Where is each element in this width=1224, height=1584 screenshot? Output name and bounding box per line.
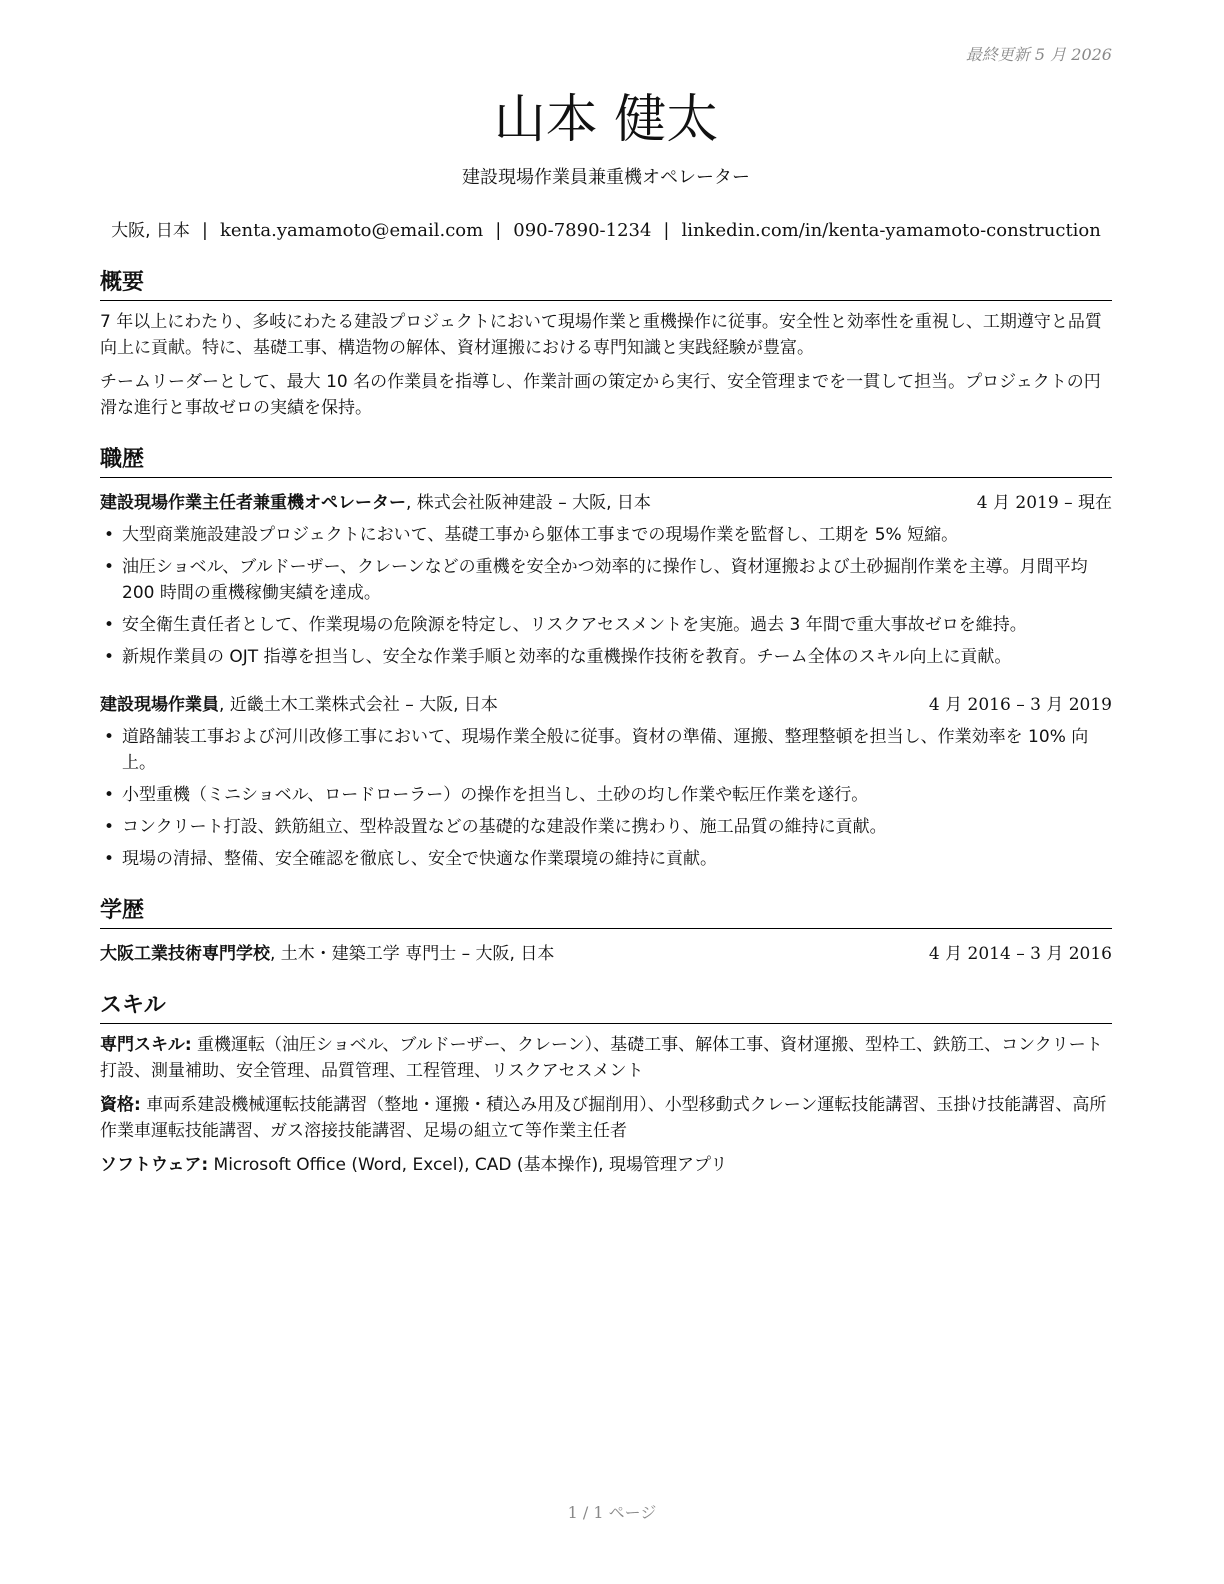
candidate-name: 山本 健太 <box>493 90 719 150</box>
list-item: • 油圧ショベル、ブルドーザー、クレーンなどの重機を安全かつ効率的に操作し、資材運搬および土砂掘削作業を主導。月間平均 200 時間の重機稼働実績を達成。 <box>100 554 1112 606</box>
job-header <box>100 692 1112 718</box>
skill-row <box>100 1152 1112 1178</box>
job-dates: 4 月 2019 – 現在 <box>976 493 1112 513</box>
list-item: • 新規作業員の OJT 指導を担当し、安全な作業手順と効率的な重機操作技術を教育。チーム全体のスキル向上に貢献。 <box>100 644 1112 670</box>
skill-label: 専門スキル: <box>100 1035 192 1055</box>
resume-page <box>100 40 1112 1178</box>
section-education-heading: 学歴 <box>100 896 1112 929</box>
job-org: , 近畿土木工業株式会社 – 大阪, 日本 <box>219 695 498 715</box>
contact-linkedin[interactable]: linkedin.com/in/kenta-yamamoto-construction <box>681 220 1101 241</box>
skill-text: Microsoft Office (Word, Excel), CAD (基本操作), 現場管理アプリ <box>208 1155 728 1175</box>
list-item: • 現場の清掃、整備、安全確認を徹底し、安全で快適な作業環境の維持に貢献。 <box>100 846 1112 872</box>
summary-paragraph: チームリーダーとして、最大 10 名の作業員を指導し、作業計画の策定から実行、安全管理までを一貫して担当。プロジェクトの円滑な進行と事故ゼロの実績を保持。 <box>100 372 1101 418</box>
job-bullets <box>100 522 1112 670</box>
contact-phone[interactable]: 090-7890-1234 <box>513 220 652 241</box>
page-footer: 1 / 1 ページ <box>567 1503 657 1522</box>
skill-row <box>100 1032 1112 1084</box>
section-skills-heading: スキル <box>100 991 1112 1024</box>
candidate-title: 建設現場作業員兼重機オペレーター <box>462 167 750 188</box>
education-dates: 4 月 2014 – 3 月 2016 <box>928 944 1112 964</box>
school-detail: , 土木・建築工学 専門士 – 大阪, 日本 <box>270 944 555 964</box>
list-item: • 道路舗装工事および河川改修工事において、現場作業全般に従事。資材の準備、運搬、整理整頓を担当し、作業効率を 10% 向上。 <box>100 724 1112 776</box>
job-role: 建設現場作業主任者兼重機オペレーター <box>100 493 406 513</box>
job-dates: 4 月 2016 – 3 月 2019 <box>928 695 1112 715</box>
section-experience-heading: 職歴 <box>100 445 1112 478</box>
contact-line: 大阪, 日本 | kenta.yamamoto@email.com | 090-7890-1234 | linkedin.com/in/kenta-yamamoto-construction <box>111 220 1101 241</box>
contact-location: 大阪, 日本 <box>111 221 190 241</box>
job-role: 建設現場作業員 <box>100 695 219 715</box>
school-name: 大阪工業技術専門学校 <box>100 944 270 964</box>
list-item: • コンクリート打設、鉄筋組立、型枠設置などの基礎的な建設作業に携わり、施工品質の維持に貢献。 <box>100 814 1112 840</box>
summary-paragraph: 7 年以上にわたり、多岐にわたる建設プロジェクトにおいて現場作業と重機操作に従事。安全性と効率性を重視し、工期遵守と品質向上に貢献。特に、基礎工事、構造物の解体、資材運搬における専門知識と実践経験が豊富。 <box>100 312 1102 358</box>
education-row <box>100 941 1112 967</box>
job-bullets <box>100 724 1112 872</box>
section-summary-heading: 概要 <box>100 268 1112 301</box>
skill-text: 重機運転（油圧ショベル、ブルドーザー、クレーン）、基礎工事、解体工事、資材運搬、型枠工、鉄筋工、コンクリート打設、測量補助、安全管理、品質管理、工程管理、リスクアセスメント <box>100 1035 1103 1081</box>
list-item: • 安全衛生責任者として、作業現場の危険源を特定し、リスクアセスメントを実施。過去 3 年間で重大事故ゼロを維持。 <box>100 612 1112 638</box>
contact-email[interactable]: kenta.yamamoto@email.com <box>220 220 484 241</box>
last-updated: 最終更新 5 月 2026 <box>965 45 1112 64</box>
job-header <box>100 490 1112 516</box>
skill-text: 車両系建設機械運転技能講習（整地・運搬・積込み用及び掘削用）、小型移動式クレーン運転技能講習、玉掛け技能講習、高所作業車運転技能講習、ガス溶接技能講習、足場の組立て等作業主任者 <box>100 1095 1107 1141</box>
skill-row <box>100 1092 1112 1144</box>
skill-label: 資格: <box>100 1095 141 1115</box>
list-item: • 小型重機（ミニショベル、ロードローラー）の操作を担当し、土砂の均し作業や転圧作業を遂行。 <box>100 782 1112 808</box>
skill-label: ソフトウェア: <box>100 1155 209 1175</box>
list-item: • 大型商業施設建設プロジェクトにおいて、基礎工事から躯体工事までの現場作業を監督し、工期を 5% 短縮。 <box>100 522 1112 548</box>
job-org: , 株式会社阪神建設 – 大阪, 日本 <box>406 493 651 513</box>
